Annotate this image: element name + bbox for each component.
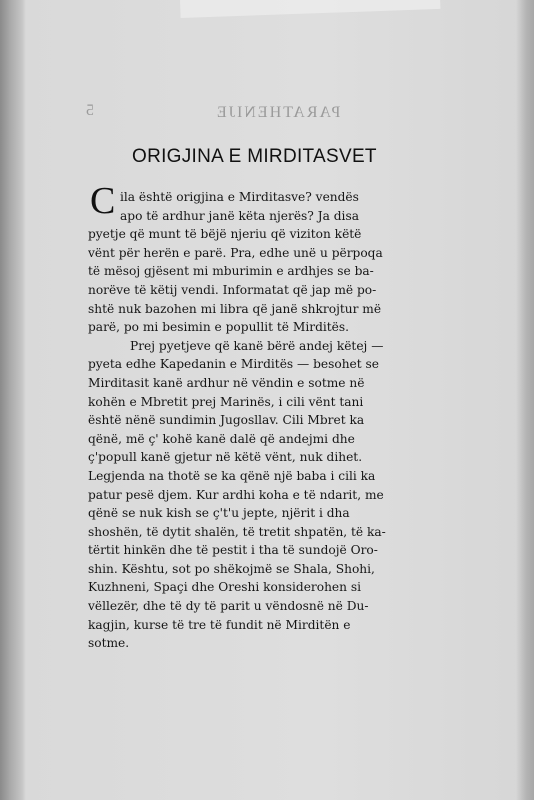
drop-cap: C bbox=[90, 180, 116, 222]
text-line: apo të ardhur janë këta njerës? Ja disa bbox=[120, 208, 359, 223]
text-line: sotme. bbox=[88, 636, 130, 651]
paragraph-1 bbox=[88, 188, 480, 337]
text-line: Mirditasit kanë ardhur në vëndin e sotme në bbox=[88, 375, 365, 390]
text-line: pyetje që munt të bëjë njeriu që viziton këtë bbox=[88, 227, 362, 242]
torn-top-edge bbox=[180, 0, 440, 18]
bleed-through-header: PARATHENIJE bbox=[215, 104, 341, 121]
text-line: shin. Kështu, sot po shëkojmë se Shala, Shohi, bbox=[88, 561, 375, 576]
text-line: kohën e Mbretit prej Marinës, i cili vënt tani bbox=[88, 394, 364, 409]
text-line: pyeta edhe Kapedanin e Mirditës — besohet se bbox=[88, 357, 380, 372]
text-line: shoshën, të dytit shalën, të tretit shpatën, të ka- bbox=[88, 524, 386, 539]
text-line: tërtit hinkën dhe të pestit i tha të sundojë Oro- bbox=[88, 543, 378, 558]
right-page-edge bbox=[516, 0, 534, 800]
text-line: kagjin, kurse të tre të fundit në Mirditën e bbox=[88, 617, 351, 632]
text-line: Legjenda na thotë se ka qënë një baba i cili ka bbox=[88, 468, 376, 483]
text-line: qënë se nuk kish se ç't'u jepte, njërit i dha bbox=[88, 506, 350, 521]
bleed-through-page-number: 5 bbox=[84, 102, 94, 119]
text-line: Prej pyetjeve që kanë bërë andej këtej — bbox=[130, 338, 384, 353]
text-line: parë, po mi besimin e popullit të Mirditës. bbox=[88, 320, 350, 335]
text-line: Kuzhneni, Spaçi dhe Oreshi konsiderohen si bbox=[88, 580, 362, 595]
text-line: të mësoj gjësent mi mburimin e ardhjes se ba- bbox=[88, 264, 374, 279]
text-line: patur pesë djem. Kur ardhi koha e të ndarit, me bbox=[88, 487, 384, 502]
text-line: shtë nuk bazohen mi libra që janë shkrojtur më bbox=[88, 301, 382, 316]
chapter-heading: ORIGJINA E MIRDITASVET bbox=[132, 146, 377, 167]
text-line: norëve të këtij vendi. Informatat që jap më po- bbox=[88, 282, 377, 297]
body-text bbox=[88, 188, 480, 653]
text-line: qënë, më ç' kohë kanë dalë që andejmi dhe bbox=[88, 431, 355, 446]
text-line: vënt për herën e parë. Pra, edhe unë u përpoqa bbox=[88, 245, 383, 260]
text-line: ila është origjina e Mirditasve? vendës bbox=[120, 190, 359, 204]
text-line: vëllezër, dhe të dy të parit u vëndosnë në Du- bbox=[88, 599, 369, 614]
binding-shadow bbox=[0, 0, 26, 800]
text-line: ç'popull kanë gjetur në këtë vënt, nuk dihet. bbox=[88, 450, 363, 465]
text-line: është nënë sundimin Jugosllav. Cili Mbret ka bbox=[88, 413, 365, 428]
paragraph-2 bbox=[88, 337, 480, 653]
